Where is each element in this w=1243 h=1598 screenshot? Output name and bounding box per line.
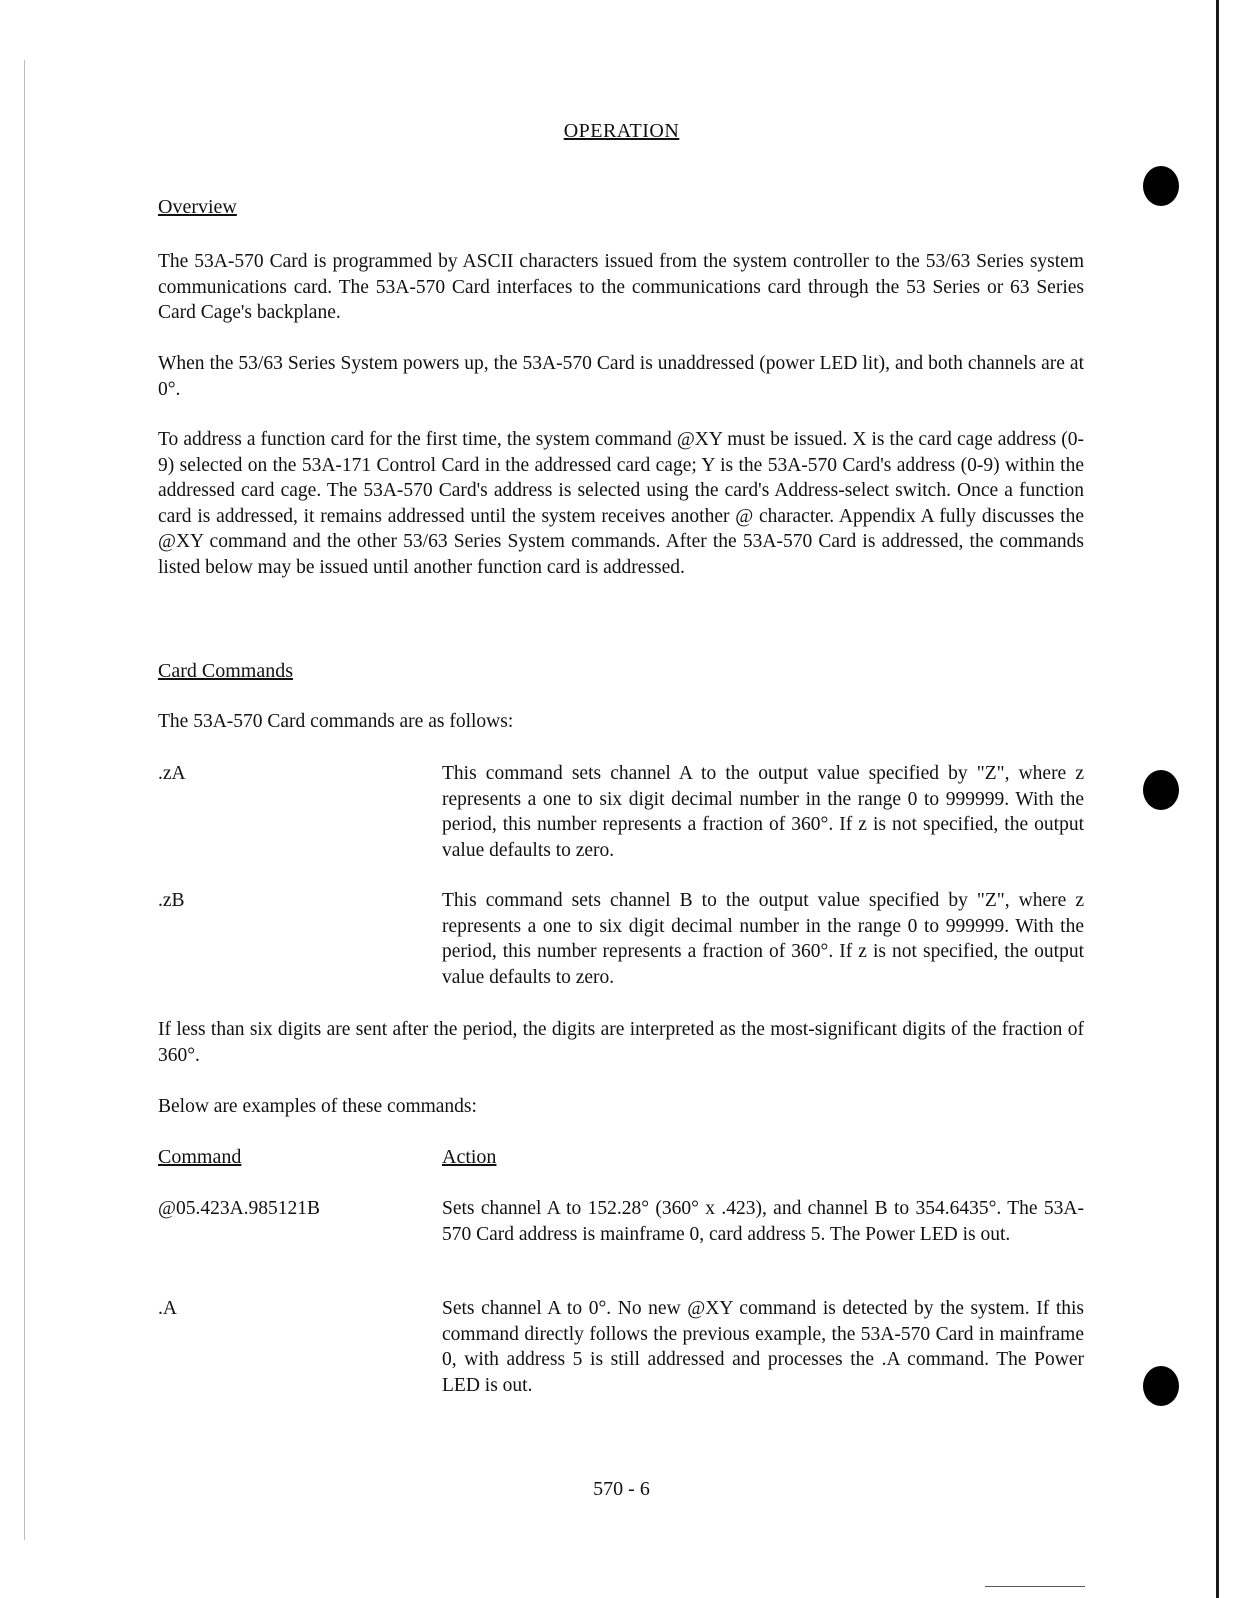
example-command-1: @05.423A.985121B: [158, 1198, 321, 1219]
binder-hole-top: [1143, 166, 1179, 206]
command-zb: .zB: [158, 890, 185, 911]
digits-note: If less than six digits are sent after the period, the digits are interpreted as the most-significant digits of the fraction of 360°.: [158, 1019, 1084, 1066]
overview-paragraph-1: The 53A-570 Card is programmed by ASCII characters issued from the system controller to the 53/63 Series system communications card. The 53A-570 Card interfaces to the communications card through the 53 Series or 63 Series Card Cage's backplane.: [158, 251, 1084, 323]
example-action-1: Sets channel A to 152.28° (360° x .423), and channel B to 354.6435°. The 53A-570 Card address is mainframe 0, card address 5. The Power LED is out.: [442, 1198, 1084, 1245]
examples-action-header: Action: [442, 1146, 497, 1168]
examples-intro: Below are examples of these commands:: [158, 1096, 477, 1117]
command-za: .zA: [158, 763, 186, 784]
card-commands-heading: Card Commands: [158, 660, 293, 682]
scan-edge-right: [1216, 0, 1219, 1598]
overview-heading: Overview: [158, 196, 237, 218]
example-command-2: .A: [158, 1298, 177, 1319]
command-za-description: This command sets channel A to the output value specified by "Z", where z represents a one to six digit decimal number in the range 0 to 999999. With the period, this number represents a fraction of 360°. If z is not specified, the output value defaults to zero.: [442, 763, 1084, 861]
binder-hole-bottom: [1143, 1366, 1179, 1406]
scan-edge-left: [24, 60, 25, 1540]
overview-paragraph-2: When the 53/63 Series System powers up, the 53A-570 Card is unaddressed (power LED lit), and both channels are at 0°.: [158, 353, 1084, 400]
card-commands-intro: The 53A-570 Card commands are as follows:: [158, 711, 514, 732]
scan-mark-bottom: [985, 1586, 1085, 1587]
overview-paragraph-3: To address a function card for the first time, the system command @XY must be issued. X is the card cage address (0-9) selected on the 53A-171 Control Card in the addressed card cage; Y is the 53A-570 Card's address (0-9) within the addressed card cage. The 53A-570 Card's address is selected using the card's Address-select switch. Once a function card is addressed, it remains addressed until the system receives another @ character. Appendix A fully discusses the @XY command and the other 53/63 Series System commands. After the 53A-570 Card is addressed, the commands listed below may be issued until another function card is addressed.: [158, 429, 1084, 578]
page-number: 570 - 6: [593, 1478, 650, 1500]
page-title-text: OPERATION: [563, 120, 680, 142]
page-title: [0, 120, 1243, 143]
example-action-2: Sets channel A to 0°. No new @XY command is detected by the system. If this command directly follows the previous example, the 53A-570 Card in mainframe 0, with address 5 is still addressed and processes the .A command. The Power LED is out.: [442, 1298, 1084, 1396]
command-zb-description: This command sets channel B to the output value specified by "Z", where z represents a one to six digit decimal number in the range 0 to 999999. With the period, this number represents a fraction of 360°. If z is not specified, the output value defaults to zero.: [442, 890, 1084, 988]
examples-command-header: Command: [158, 1146, 242, 1168]
binder-hole-middle: [1143, 770, 1179, 810]
